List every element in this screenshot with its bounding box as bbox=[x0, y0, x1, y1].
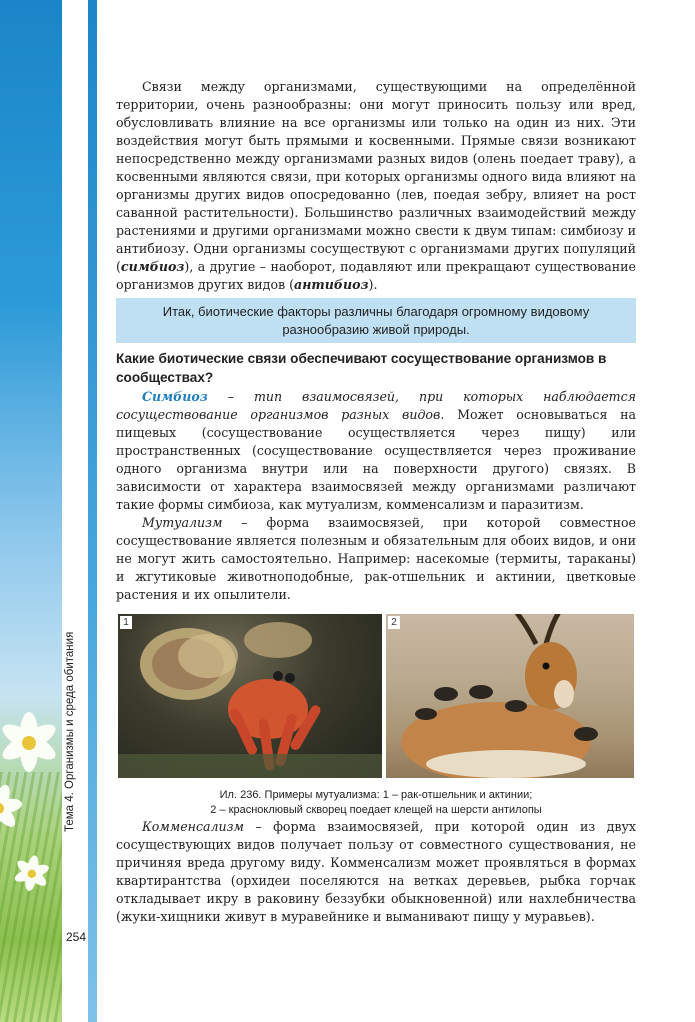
conclusion-box: Итак, биотические факторы различны благодаря огромному видовому разнообразию живой природы. bbox=[116, 298, 636, 343]
symbiosis-paragraph: Симбиоз – тип взаимосвязей, при которых наблюдается сосуществование организмов разных видов. Может основываться на пищевых (сосуществование осуществляется через пищу) или пространственных (сосуществование осуществляется через проживание одного организма внутри или на поверхности другого) связях. В зависимости от характера взаимосвязей между организмами различают такие формы симбиоза, как мутуализм, комменсализм и паразитизм. bbox=[116, 389, 636, 512]
caption-line-2: 2 – красноклювый скворец поедает клещей на шерсти антилопы bbox=[210, 804, 542, 816]
antelope-photo bbox=[386, 614, 634, 778]
hermit-crab-photo bbox=[118, 614, 382, 778]
caption-line-1: Ил. 236. Примеры мутуализма: 1 – рак-отшельник и актинии; bbox=[219, 789, 533, 801]
antelope-illustration bbox=[386, 614, 634, 778]
hermit-crab-illustration bbox=[118, 614, 382, 778]
commensalism-term: Комменсализм bbox=[142, 819, 244, 834]
symbiosis-term: Симбиоз bbox=[142, 389, 208, 404]
term-symbiosis: симбиоз bbox=[120, 259, 185, 274]
commensalism-paragraph: Комменсализм – форма взаимосвязей, при которой один из двух сосуществующих видов получает пользу от совместного существования, не причиняя вреда другому виду. Комменсализм может проявляться в формах квартирантства (орхидеи поселяются на ветках деревьев, рыбка горчак откладывает икру в раковину беззубки обыкновенной) или нахлебничества (жуки-хищники живут в муравейнике и выманивают пищу у муравьев). bbox=[116, 819, 636, 924]
figure-1-number: 1 bbox=[120, 616, 132, 629]
sidebar-gap bbox=[62, 0, 88, 1022]
mutualism-term: Мутуализм bbox=[142, 515, 223, 530]
figure-group bbox=[116, 614, 636, 778]
symbiosis-definition: – тип взаимосвязей, при которых наблюдается сосуществование организмов разных видов. bbox=[116, 389, 636, 422]
figure-caption bbox=[116, 788, 636, 818]
section-question: Какие биотические связи обеспечивают сосуществование организмов в сообществах? bbox=[116, 351, 607, 385]
main-content bbox=[116, 78, 636, 926]
mutualism-paragraph: Мутуализм – форма взаимосвязей, при которой совместное сосуществование является полезным и обязательным для обоих видов, и они не могут жить самостоятельно. Например: насекомые (термиты, тараканы) и жгутиковые животноподобные, рак-отшельник и актинии, цветковые растения и их опылители. bbox=[116, 515, 636, 602]
figure-2-number: 2 bbox=[388, 616, 400, 629]
sidebar-decoration bbox=[0, 0, 62, 1022]
theme-label: Тема 4. Организмы и среда обитания bbox=[64, 631, 76, 832]
intro-paragraph: Связи между организмами, существующими на определённой территории, очень разнообразны: они могут приносить пользу или вред, обусловливать влияние на все организмы или только на один из них. Эти воздействия могут быть прямыми и косвенными. Прямые связи возникают непосредственно между организмами разных видов (олень поедает траву), а косвенными являются связи, при которых организмы одного вида влияют на организмы других видов опосредованно (лев, поедая зебру, влияет на рост саванной растительности). Большинство различных взаимодействий между растениями и другими организмами можно свести к двум типам: симбиозу и антибиозу. Одни организмы сосуществуют с организмами других популяций (симбиоз), а другие – наоборот, подавляют или прекращают существование организмов других видов (антибиоз). bbox=[116, 79, 636, 292]
term-antibiosis: антибиоз bbox=[294, 277, 369, 292]
page-number: 254 bbox=[66, 930, 87, 944]
blue-band bbox=[88, 0, 97, 1022]
